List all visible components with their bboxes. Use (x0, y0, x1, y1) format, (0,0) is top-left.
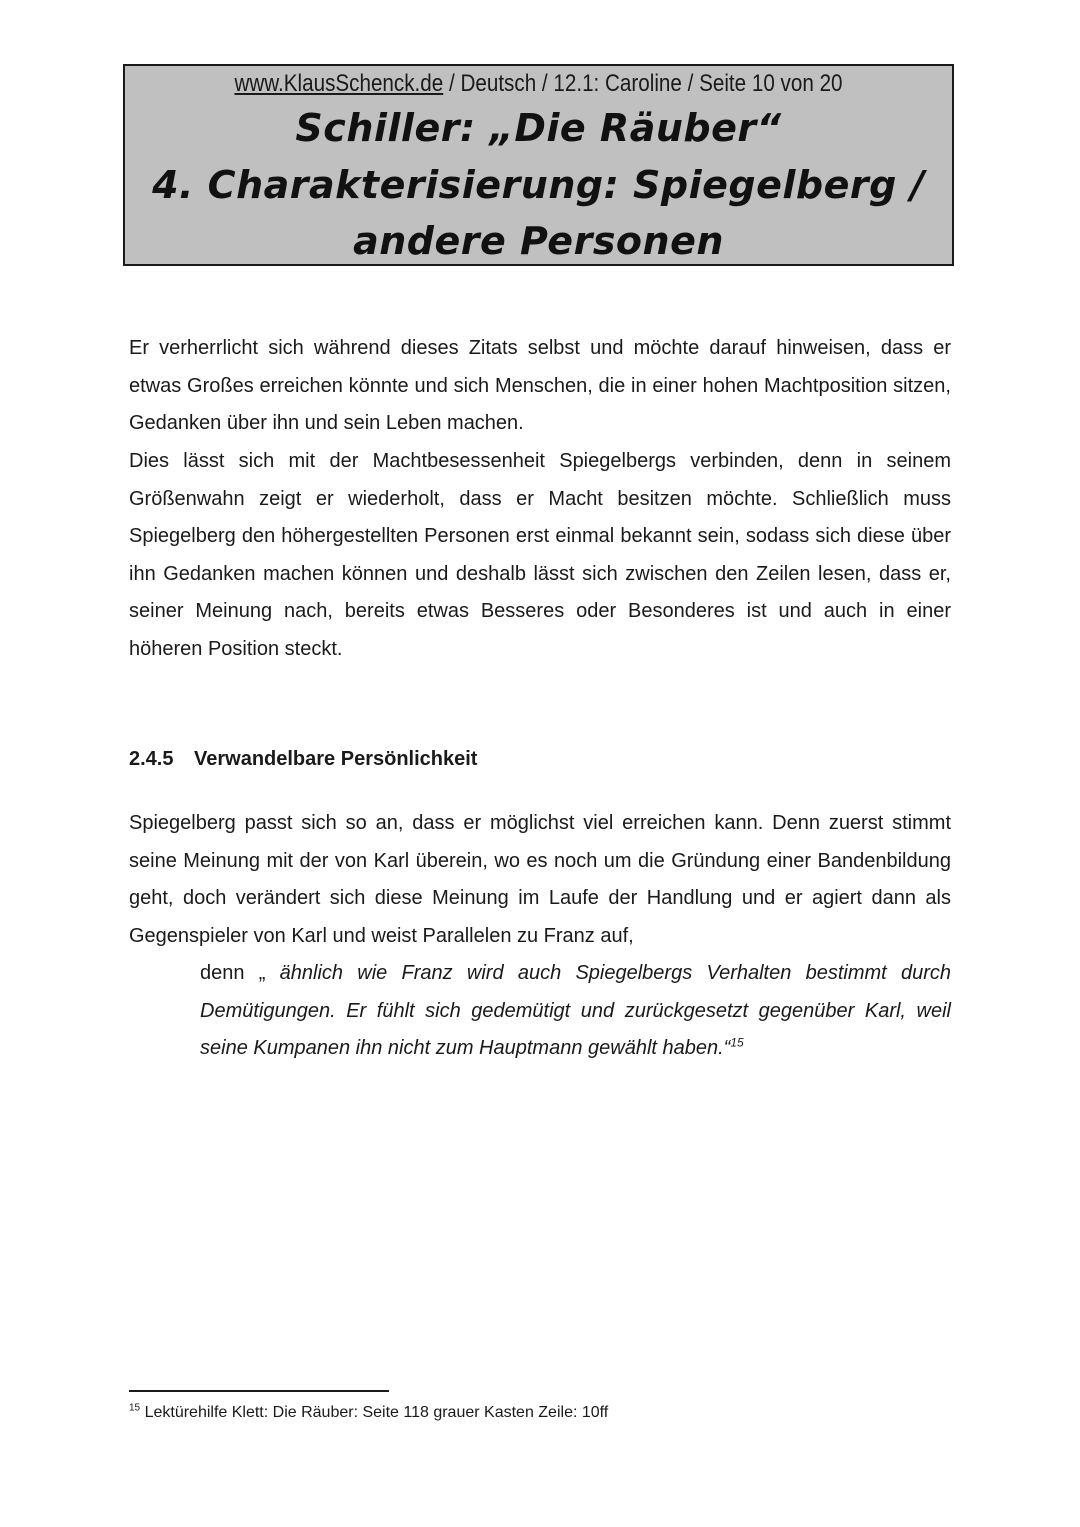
footnote (129, 1404, 608, 1422)
section-number: 2.4.5 (129, 748, 174, 770)
quote-lead: denn „ (200, 962, 280, 984)
section-heading (129, 748, 477, 771)
breadcrumb: / Deutsch / 12.1: Caroline / Seite 10 von 20 (443, 70, 843, 97)
body-paragraph-1: Er verherrlicht sich während dieses Zitats selbst und möchte darauf hinweisen, dass er etwas Großes erreichen könnte und sich Menschen, die in einer hohen Machtposition sitzen, Gedanken über ihn und sein Leben machen. (129, 337, 951, 435)
body-paragraph-3: Spiegelberg passt sich so an, dass er möglichst viel erreichen kann. Denn zuerst stimmt seine Meinung mit der von Karl überein, wo es noch um die Gründung einer Bandenbildung geht, doch verändert sich diese Meinung im Laufe der Handlung und er agiert dann als Gegenspieler von Karl und weist Parallelen zu Franz auf, (129, 812, 951, 947)
page-title-line-1: Schiller: „Die Räuber“ (295, 106, 782, 150)
block-quote (200, 955, 951, 1068)
footnote-text: Lektürehilfe Klett: Die Räuber: Seite 118 grauer Kasten Zeile: 10ff (140, 1404, 609, 1421)
section-title: Verwandelbare Persönlichkeit (194, 748, 478, 770)
body-paragraph-2: Dies lässt sich mit der Machtbesessenheit Spiegelbergs verbinden, denn in seinem Größenwahn zeigt er wiederholt, dass er Macht besitzen möchte. Schließlich muss Spiegelberg den höhergestellten Personen erst einmal bekannt sein, sodass sich diese über ihn Gedanken machen können und deshalb lässt sich zwischen den Zeilen lesen, dass er, seiner Meinung nach, bereits etwas Besseres oder Besonderes ist und auch in einer höheren Position steckt. (129, 450, 951, 660)
page-title-line-2: 4. Charakterisierung: Spiegelberg / (152, 163, 925, 207)
footnote-number: 15 (129, 1402, 141, 1414)
header-box (123, 64, 954, 266)
footnote-divider (129, 1390, 389, 1392)
quote-text: ähnlich wie Franz wird auch Spiegelbergs Verhalten bestimmt durch Demütigungen. Er fühlt sich gedemütigt und zurückgesetzt gegenüber Karl, weil seine Kumpanen ihn nicht zum Hauptmann gewählt haben.“ (200, 962, 951, 1060)
footnote-reference[interactable]: 15 (730, 1035, 744, 1050)
header-line (183, 70, 894, 98)
site-link[interactable]: www.KlausSchenck.de (234, 70, 444, 97)
page-title-line-3: andere Personen (353, 219, 724, 263)
